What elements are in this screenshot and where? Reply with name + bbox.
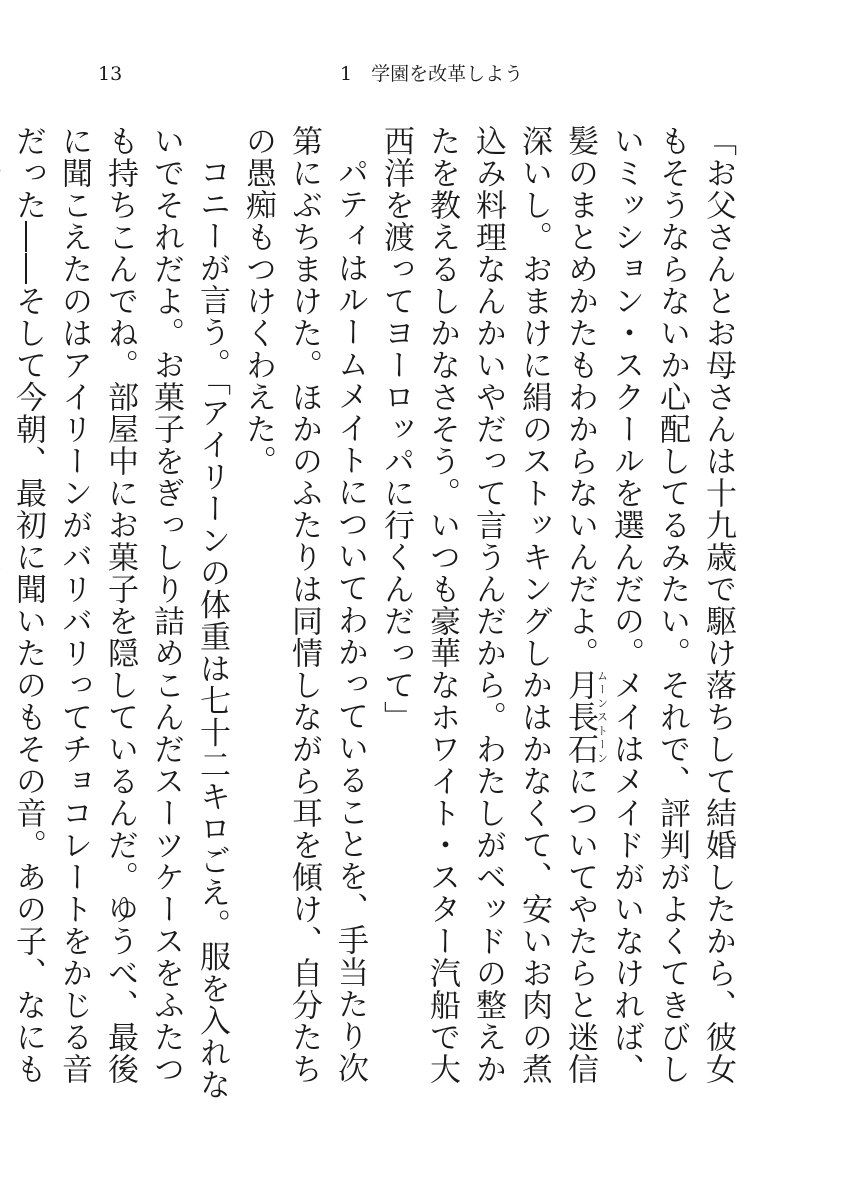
paragraph xyxy=(373,125,741,1105)
page-number: 13 xyxy=(98,63,123,85)
ruby-word xyxy=(562,669,609,765)
paragraph-text: 「お父さんとお母さんは十九歳で駆け落ちして結婚したから、彼女もそうならないか心配してるみたい。それで、評判がよくてきびしいミッション・スクールを選んだの。メイはメイドがいなければ、髪のまとめかたもわからないんだよ。 xyxy=(562,125,736,1085)
running-head: 1 学園を改革しよう xyxy=(340,63,524,85)
paragraph-text: についてやたらと迷信深いし。おまけに絹のストッキングしかはかなくて、安いお肉の煮込み料理なんかいやだって言うんだから。わたしがベッドの整えかたを教えるしかなさそう。いつも豪華なホワイト・スター汽船で大西洋を渡ってヨーロッパに行くんだって」 xyxy=(378,125,598,1085)
paragraph: コニーが言う。「アイリーンの体重は七十二キロごえ。服を入れないでそれだよ。お菓子をぎっしり詰めこんだスーツケースをふたつも持ちこんでね。部屋中にお菓子を隠しているんだ。ゆうべ、最後に聞こえたのはアイリーンがバリバリってチョコレートをかじる音だった――そして今朝、最初に聞いたのもその音。あの子、なにも xyxy=(10,125,230,1101)
ruby-annotation: ムーンストーン xyxy=(595,669,609,765)
paragraph: パティはルームメイトについてわかっていることを、手当たり次第にぶちまけた。ほかのふたりは同情しながら耳を傾け、自分たちの愚痴もつけくわえた。 xyxy=(240,125,368,1085)
body-text xyxy=(10,125,741,1105)
ruby-base: 月長石 xyxy=(562,669,598,765)
